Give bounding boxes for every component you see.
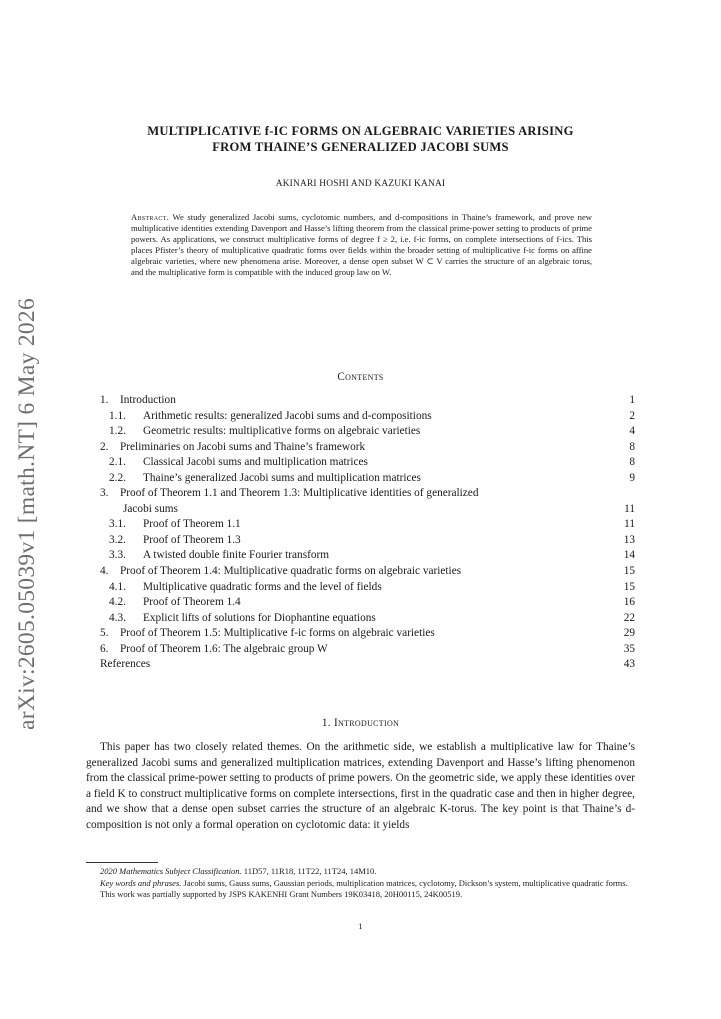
toc-entry-page: 29 [623,627,635,640]
paper-title [70,123,651,155]
section-number: 1. [321,717,331,729]
footnote-divider [86,862,158,863]
toc-entry[interactable] [100,424,635,440]
toc-entry[interactable] [100,657,635,673]
section-title: Introduction [334,717,400,729]
toc-entry-number: 3.3. [109,549,126,562]
toc-entry[interactable] [100,533,635,549]
page-number: 1 [358,921,363,931]
abstract-label: Abstract. [131,212,170,222]
abstract [131,212,592,278]
introduction-paragraph: This paper has two closely related themes. On the arithmetic side, we establish a multiplicative law for Thaine’s generalized Jacobi sums and generalized multiplication matrices, extending Davenport and Hasse’s lifting phenomenon from the classical prime-power setting to products of prime powers. On the geometric side, we apply these identities over a field K to construct multiplicative forms on complete intersections, first in the quadratic case and then in higher degree, and we show that a dense open subset carries the structure of an algebraic K-torus. The key point is that Thaine’s d-composition is not only a formal operation on cyclotomic data: it yields [86,741,635,831]
toc-entry-title: References [100,658,151,671]
toc-entry-title: A twisted double finite Fourier transform [143,549,330,562]
toc-entry-number: 4.2. [109,596,126,609]
toc-entry[interactable] [100,455,635,471]
toc-entry-number: 1.2. [109,425,126,438]
section-heading-introduction [70,717,651,729]
toc-entry-page: 43 [623,658,635,671]
toc-entry-page: 16 [623,596,635,609]
toc-entry[interactable] [100,471,635,487]
toc-entry-page: 22 [623,611,635,624]
toc-entry-number: 1.1. [109,409,126,422]
toc-entry-page: 4 [629,425,635,438]
toc-entry[interactable] [100,409,635,425]
toc-entry-number: 5. [100,627,109,640]
msc-label: 2020 Mathematics Subject Classification. [100,866,242,876]
toc-entry-title: Proof of Theorem 1.4: Multiplicative quadratic forms on algebraic varieties [120,565,462,578]
toc-entry[interactable] [100,486,635,502]
abstract-text: We study generalized Jacobi sums, cyclotomic numbers, and d-compositions in Thaine’s framework, and prove new multiplicative identities extending Davenport and Hasse’s lifting theorem from the classical prime-power setting to products of prime powers. As applications, we construct multiplicative forms of degree f ≥ 2, i.e. f-ic forms, on complete intersections of f-ics. This places Pfister’s theory of multiplicative quadratic forms over fields within the broader setting of multiplicative f-ic forms on affine algebraic varieties, where new phenomena arise. Moreover, a dense open subset W ⊂ V carries the structure of an algebraic torus, and the multiplicative form is compatible with the induced group law on W. [131,212,592,277]
toc-entry[interactable] [100,595,635,611]
introduction-body [86,740,635,865]
toc-entry[interactable] [100,564,635,580]
title-line-2: FROM THAINE’S GENERALIZED JACOBI SUMS [212,140,509,154]
toc-entry[interactable] [100,517,635,533]
title-line-1: MULTIPLICATIVE f-IC FORMS ON ALGEBRAIC VARIETIES ARISING [147,124,574,138]
toc-entry-title: Thaine’s generalized Jacobi sums and multiplication matrices [143,471,421,484]
footnote-msc [86,866,635,878]
toc-entry-title: Classical Jacobi sums and multiplication matrices [143,456,368,469]
toc-entry-number: 2.2. [109,471,126,484]
toc-entry[interactable] [100,626,635,642]
footnotes [86,866,635,901]
toc-entry-page: 8 [629,440,635,453]
footnote-keywords [86,878,635,890]
toc-entry-page: 8 [629,456,635,469]
toc-entry[interactable] [100,502,635,518]
toc-entry-number: 3. [100,487,109,500]
toc-entry[interactable] [100,440,635,456]
toc-entry-page: 35 [623,642,635,655]
toc-entry-title: Proof of Theorem 1.5: Multiplicative f-ic forms on algebraic varieties [120,627,435,640]
toc-entry-page: 14 [623,549,635,562]
toc-entry-number: 2.1. [109,456,126,469]
toc-entry-page: 2 [629,409,635,422]
toc-entry-number: 1. [100,394,109,406]
table-of-contents [100,393,635,673]
footnote-funding: This work was partially supported by JSPS KAKENHI Grant Numbers 19K03418, 20H00115, 24K00519. [100,889,463,900]
toc-entry-number: 2. [100,440,109,453]
keywords-label: Key words and phrases. [100,877,182,888]
toc-entry-page: 15 [623,565,635,578]
paper-authors: AKINARI HOSHI AND KAZUKI KANAI [275,179,446,189]
toc-entry-page: 9 [629,471,635,484]
toc-entry-number: 3.2. [109,533,126,546]
toc-entry[interactable] [100,580,635,596]
toc-entry-title: Introduction [120,394,176,406]
toc-entry-title: Multiplicative quadratic forms and the level of fields [143,580,382,593]
toc-entry-page: 11 [624,502,635,515]
toc-entry[interactable] [100,548,635,564]
toc-entry-page: 13 [623,533,635,546]
toc-entry-title: Arithmetic results: generalized Jacobi sums and d-compositions [143,409,432,422]
toc-entry-title: Proof of Theorem 1.6: The algebraic group W [120,642,328,655]
toc-entry[interactable] [100,642,635,658]
toc-entry-number: 3.1. [109,518,126,531]
arxiv-identifier[interactable]: arXiv:2605.05039v1 [math.NT] 6 May 2026 [14,297,40,730]
toc-entry-title: Proof of Theorem 1.3 [143,533,241,546]
toc-entry-title: Preliminaries on Jacobi sums and Thaine’s framework [120,440,366,453]
toc-entry[interactable] [100,611,635,627]
keywords-text: Jacobi sums, Gauss sums, Gaussian periods, multiplication matrices, cyclotomy, Dickson’s system, multiplicative quadratic forms. [183,877,628,888]
toc-entry-title: Proof of Theorem 1.1 [143,518,241,531]
toc-entry-title: Geometric results: multiplicative forms on algebraic varieties [143,425,421,438]
contents-heading: Contents [337,371,384,383]
toc-entry-number: 6. [100,642,109,655]
toc-entry-title: Proof of Theorem 1.4 [143,596,241,609]
toc-entry-page: 1 [629,394,635,406]
toc-entry-page: 11 [624,518,635,531]
toc-entry-number: 4.1. [109,580,126,593]
toc-entry-title: Jacobi sums [123,502,178,515]
toc-entry-title: Explicit lifts of solutions for Diophantine equations [143,611,376,624]
toc-entry[interactable] [100,393,635,409]
toc-entry-page: 15 [623,580,635,593]
toc-entry-number: 4. [100,565,109,578]
toc-entry-number: 4.3. [109,611,126,624]
toc-entry-title: Proof of Theorem 1.1 and Theorem 1.3: Multiplicative identities of generalized [120,487,479,500]
msc-codes: 11D57, 11R18, 11T22, 11T24, 14M10. [243,866,377,876]
